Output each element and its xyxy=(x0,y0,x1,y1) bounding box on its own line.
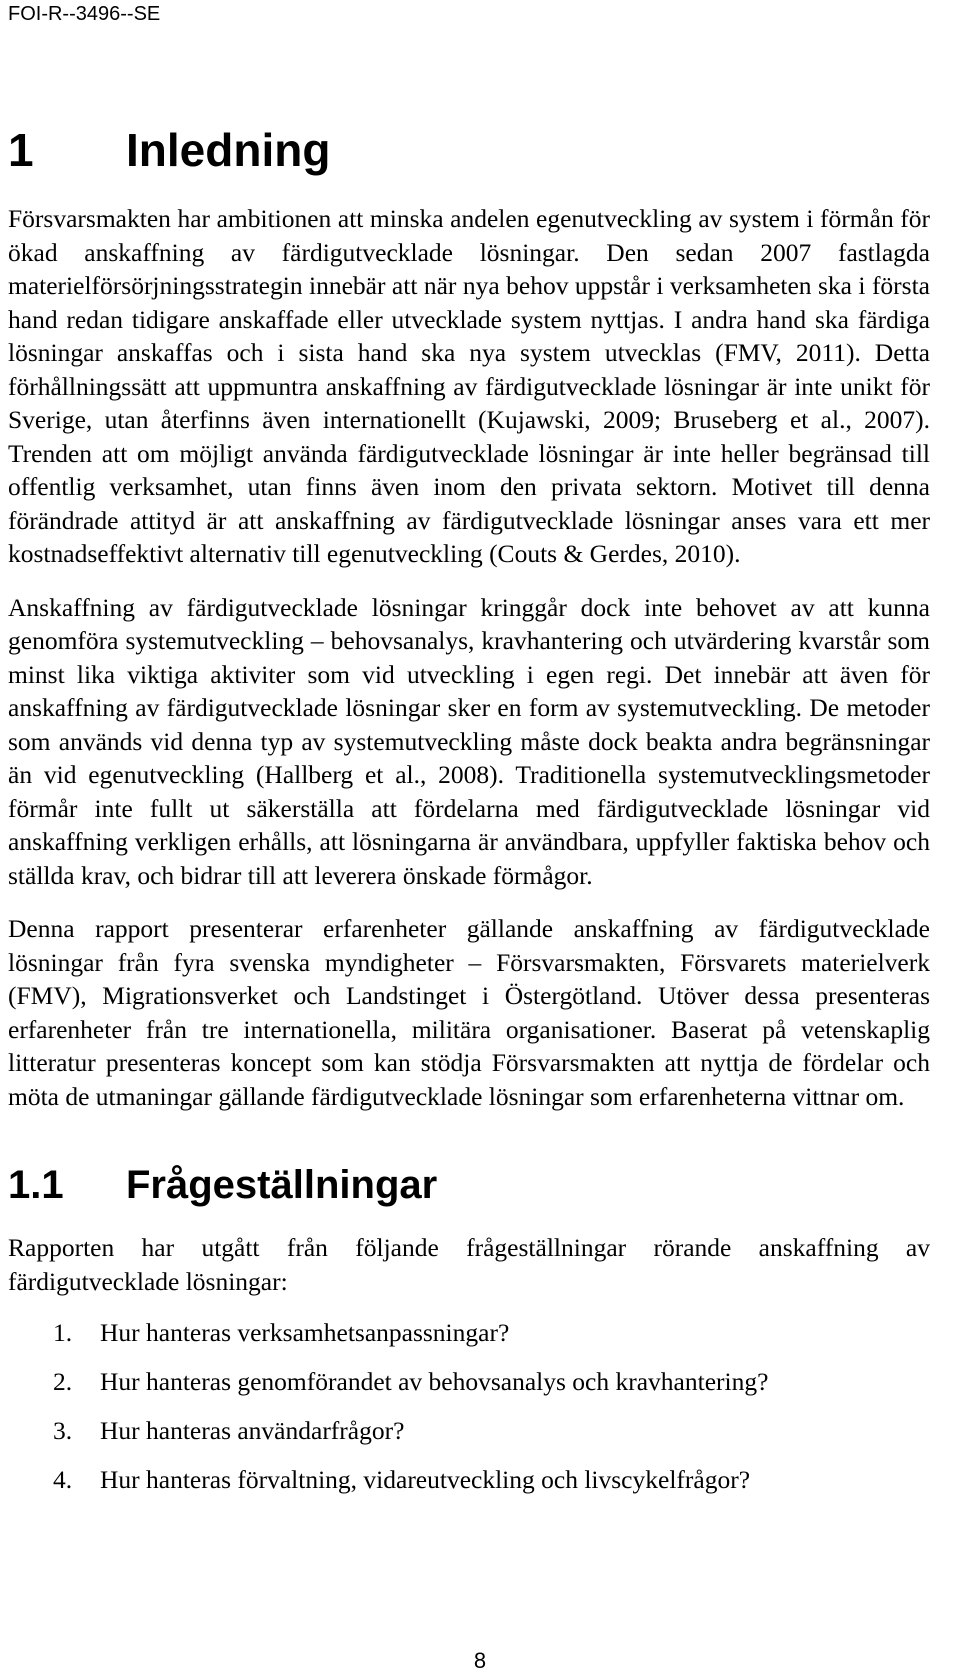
paragraph-3: Denna rapport presenterar erfarenheter gällande anskaffning av färdigutvecklade lösningar från fyra svenska myndigheter – Försvarsmakten, Försvarets materielverk (FMV), Migrationsverket och Landstinget i Östergötland. Utöver dessa presenteras erfarenheter från tre internationella, militära organisationer. Baserat på vetenskaplig litteratur presenteras koncept som kan stödja Försvarsmakten att nyttja de fördelar och möta de utmaningar gällande färdigutvecklade lösningar som erfarenheterna vittnar om. xyxy=(8,914,930,1111)
list-item xyxy=(8,1365,930,1398)
subsection-heading xyxy=(8,1159,930,1211)
section-heading xyxy=(8,120,930,180)
subsection-title: Frågeställningar xyxy=(126,1163,438,1207)
paragraph-1: Försvarsmakten har ambitionen att minska andelen egenutveckling av system i förmån för ökad anskaffning av färdigutvecklade lösningar. Den sedan 2007 fastlagda materielförsörjningsstrategin innebär att när nya behov uppstår i verksamheten ska i första hand redan tidigare anskaffade eller utvecklade system nyttjas. I andra hand ska färdiga lösningar anskaffas och i sista hand ska nya system utvecklas (FMV, 2011). Detta förhållningssätt att uppmuntra anskaffning av färdigutvecklade lösningar är inte unikt för Sverige, utan återfinns även internationellt (Kujawski, 2009; Bruseberg et al., 2007). Trenden att om möjligt använda färdigutvecklade lösningar är inte heller begränsad till offentlig verksamhet, utan finns även inom den privata sektorn. Motivet till denna förändrade attityd är att anskaffning av färdigutvecklade lösningar anses vara ett mer kostnadseffektivt alternativ till egenutveckling (Couts & Gerdes, 2010). xyxy=(8,204,930,568)
page-content xyxy=(8,120,930,1512)
section-number: 1 xyxy=(8,124,34,176)
list-item-number: 3. xyxy=(53,1416,73,1445)
list-item-number: 4. xyxy=(53,1465,73,1494)
subsection-number: 1.1 xyxy=(8,1163,64,1207)
list-item-text: Hur hanteras verksamhetsanpassningar? xyxy=(100,1318,510,1347)
question-list xyxy=(8,1316,930,1496)
list-item xyxy=(8,1463,930,1496)
list-item-number: 2. xyxy=(53,1367,73,1396)
subsection-intro: Rapporten har utgått från följande frågeställningar rörande anskaffning av färdigutvecklade lösningar: xyxy=(8,1233,930,1296)
paragraph-2: Anskaffning av färdigutvecklade lösningar kringgår dock inte behovet av att kunna genomföra systemutveckling – behovsanalys, kravhantering och utvärdering kvarstår som minst lika viktiga aktiviter som vid utveckling i egen regi. Det innebär att även för anskaffning av färdigutvecklade lösningar sker en form av systemutveckling. De metoder som används vid denna typ av systemutveckling måste dock beakta andra begränsningar än vid egenutveckling (Hallberg et al., 2008). Traditionella systemutvecklingsmetoder förmår inte fullt ut säkerställa att fördelarna med färdigutvecklade lösningar vid anskaffning verkligen erhålls, att lösningarna är användbara, uppfyller faktiska behov och ställda krav, och bidrar till att leverera önskade förmågor. xyxy=(8,592,930,890)
section-title: Inledning xyxy=(126,124,331,176)
list-item-text: Hur hanteras användarfrågor? xyxy=(100,1416,405,1445)
list-item-text: Hur hanteras genomförandet av behovsanalys och kravhantering? xyxy=(100,1367,769,1396)
list-item-number: 1. xyxy=(53,1318,73,1347)
list-item-text: Hur hanteras förvaltning, vidareutveckling och livscykelfrågor? xyxy=(100,1465,751,1494)
list-item xyxy=(8,1316,930,1349)
report-id-header: FOI-R--3496--SE xyxy=(8,3,161,25)
page-number: 8 xyxy=(473,1648,487,1673)
list-item xyxy=(8,1414,930,1447)
